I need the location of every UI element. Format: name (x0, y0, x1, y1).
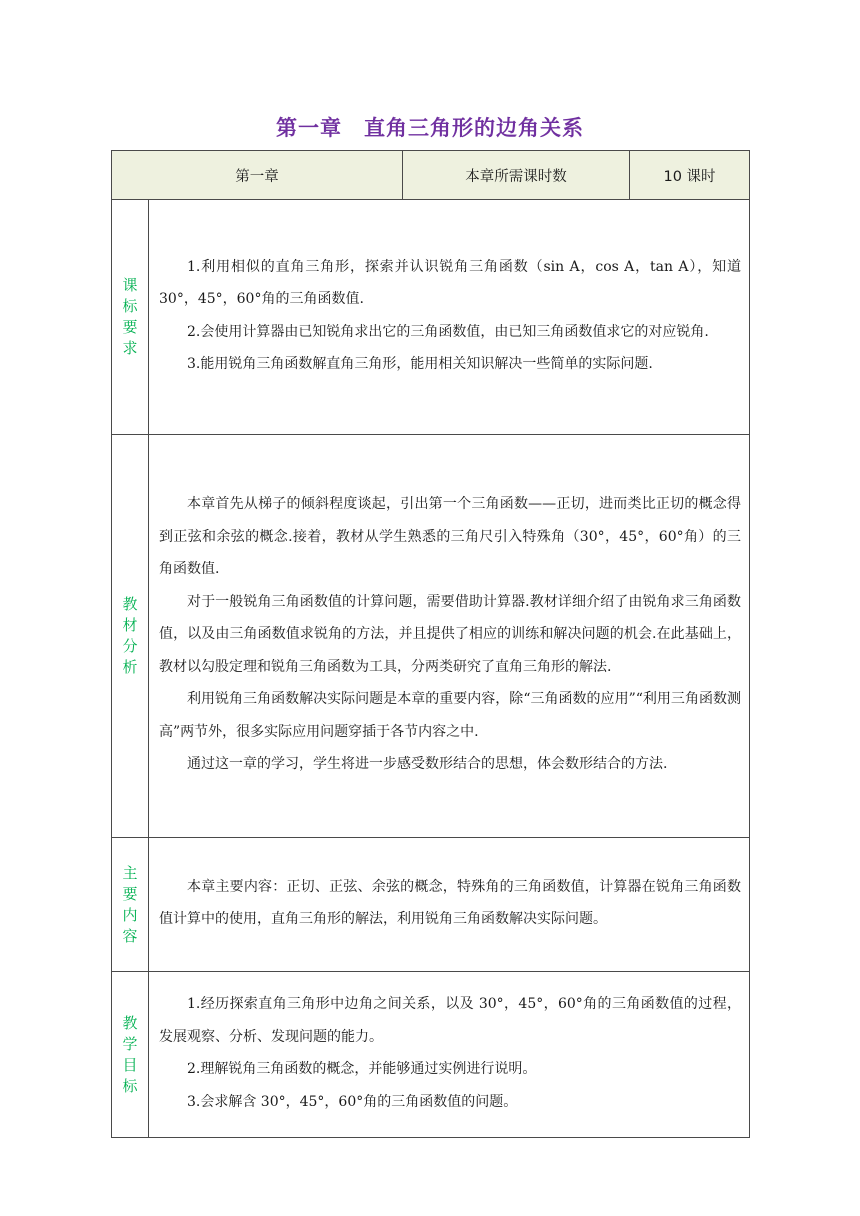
section-label-analysis: 教材分析 (112, 435, 149, 838)
analysis-paragraph: 通过这一章的学习，学生将进一步感受数形结合的思想，体会数形结合的方法. (187, 756, 668, 773)
curriculum-content (149, 200, 750, 435)
goals-content (149, 972, 750, 1138)
curriculum-paragraph: 2.会使用计算器由已知锐角求出它的三角函数值，由已知三角函数值求它的对应锐角. (187, 323, 709, 340)
table-row (112, 838, 750, 972)
section-label-goals: 教学目标 (112, 972, 149, 1138)
table-row (112, 972, 750, 1138)
analysis-paragraph: 本章首先从梯子的倾斜程度谈起，引出第一个三角函数——正切，进而类比正切的概念得到正弦和余弦的概念.接着，教材从学生熟悉的三角尺引入特殊角（30°，45°，60°角）的三角函数值. (159, 496, 741, 578)
page-title: 第一章 直角三角形的边角关系 (276, 116, 584, 140)
table-row (112, 435, 750, 838)
chapter-plan-table (111, 150, 750, 1138)
hours-value-cell: 10 课时 (630, 151, 750, 200)
curriculum-paragraph: 3.能用锐角三角函数解直角三角形，能用相关知识解决一些简单的实际问题. (187, 356, 653, 372)
main-content-paragraph: 本章主要内容：正切、正弦、余弦的概念，特殊角的三角函数值，计算器在锐角三角函数值计算中的使用，直角三角形的解法，利用锐角三角函数解决实际问题。 (159, 878, 741, 927)
goals-paragraph: 3.会求解含 30°，45°，60°角的三角函数值的问题。 (187, 1093, 518, 1110)
chapter-cell: 第一章 (112, 151, 403, 200)
analysis-content (149, 435, 750, 838)
analysis-paragraph: 利用锐角三角函数解决实际问题是本章的重要内容，除“三角函数的应用”“利用三角函数测高”两节外，很多实际应用问题穿插于各节内容之中. (159, 691, 741, 740)
goals-paragraph: 2.理解锐角三角函数的概念，并能够通过实例进行说明。 (187, 1061, 537, 1077)
table-header-row (112, 151, 750, 200)
main-content (149, 838, 750, 972)
goals-paragraph: 1.经历探索直角三角形中边角之间关系，以及 30°，45°，60°角的三角函数值的过程，发展观察、分析、发现问题的能力。 (159, 996, 741, 1045)
section-label-curriculum: 课标要求 (112, 200, 149, 435)
analysis-paragraph: 对于一般锐角三角函数值的计算问题，需要借助计算器.教材详细介绍了由锐角求三角函数值，以及由三角函数值求锐角的方法，并且提供了相应的训练和解决问题的机会.在此基础上，教材以勾股定理和锐角三角函数为工具，分两类研究了直角三角形的解法. (159, 593, 741, 675)
hours-label-cell: 本章所需课时数 (403, 151, 630, 200)
section-label-main-content: 主要内容 (112, 838, 149, 972)
curriculum-paragraph: 1.利用相似的直角三角形，探索并认识锐角三角函数（sin A，cos A，tan A），知道 30°，45°，60°角的三角函数值. (159, 258, 741, 307)
table-row (112, 200, 750, 435)
